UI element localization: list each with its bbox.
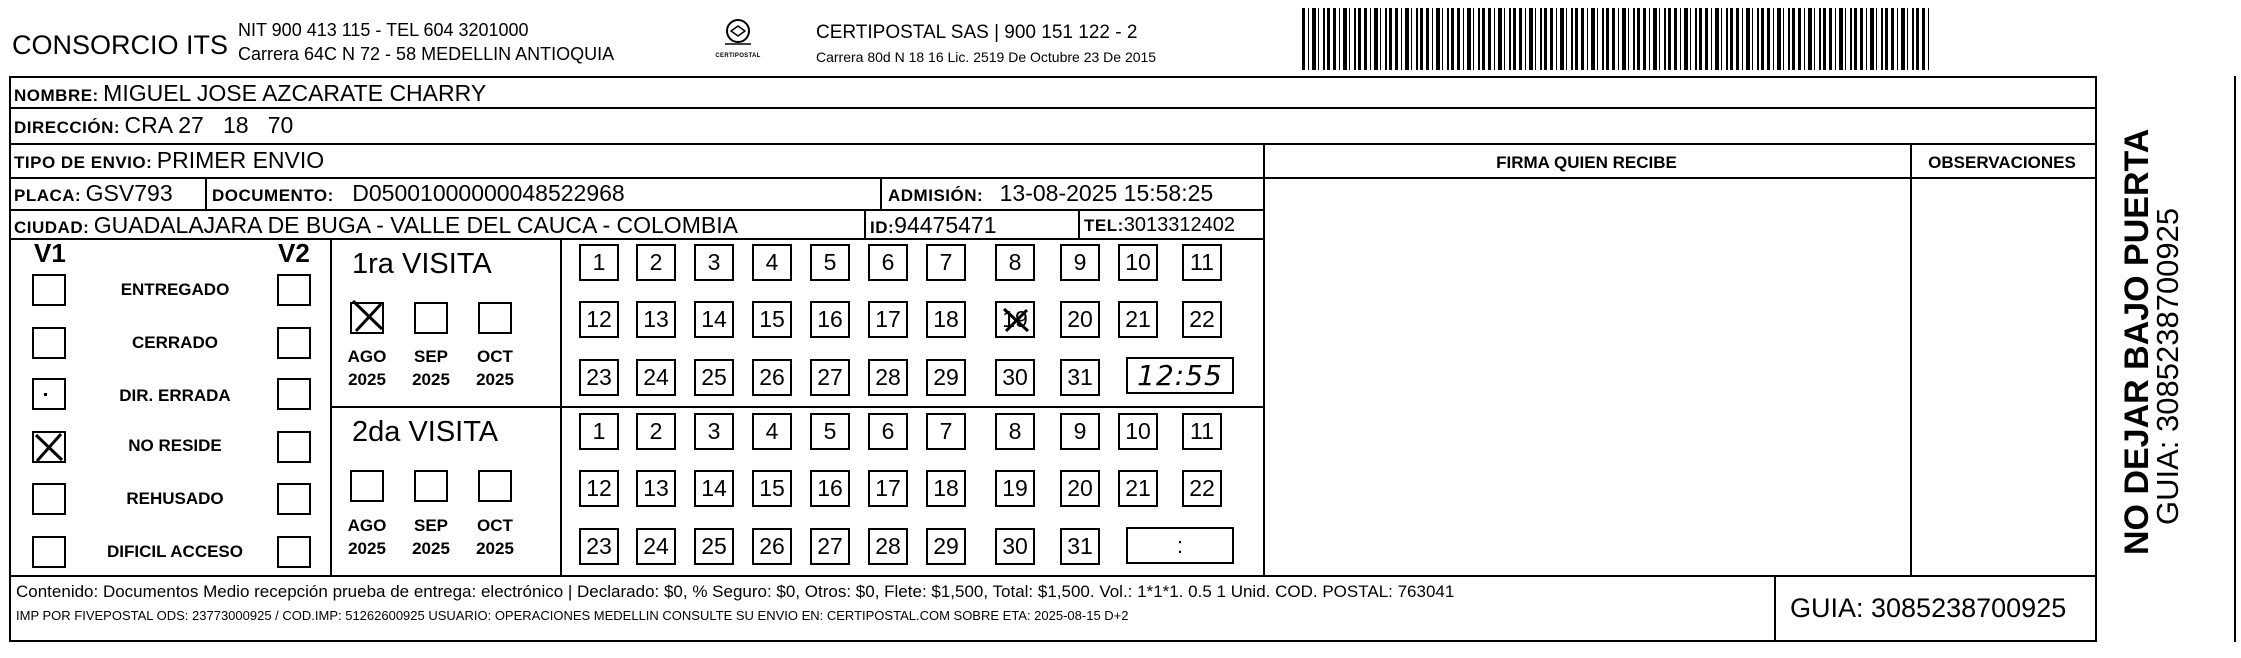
- direccion-row: [14, 112, 293, 139]
- tel-field: [1084, 214, 1235, 237]
- carrier-name: CERTIPOSTAL SAS | 900 151 122 - 2: [816, 22, 1138, 43]
- direccion-label: DIRECCIÓN:: [14, 118, 121, 137]
- visit1-day-21[interactable]: 21: [1118, 301, 1158, 338]
- visit1-day-8[interactable]: 8: [995, 244, 1035, 281]
- visit1-day-25[interactable]: 25: [694, 359, 734, 396]
- visit2-day-1[interactable]: 1: [579, 413, 619, 450]
- tipo-envio-value: PRIMER ENVIO: [156, 147, 325, 173]
- admision-value: 13-08-2025 15:58:25: [999, 180, 1214, 206]
- visit1-day-19[interactable]: 19: [995, 301, 1035, 338]
- visit2-day-8[interactable]: 8: [995, 413, 1035, 450]
- ciudad-label: CIUDAD:: [14, 218, 90, 237]
- v1-checkbox-entregado[interactable]: [32, 274, 66, 306]
- company-nit: NIT 900 413 115 - TEL 604 3201000: [238, 20, 529, 40]
- visit2-day-2[interactable]: 2: [636, 413, 676, 450]
- v2-checkbox-entregado[interactable]: [277, 274, 311, 306]
- visit1-day-1[interactable]: 1: [579, 244, 619, 281]
- company-address: Carrera 64C N 72 - 58 MEDELLIN ANTIOQUIA: [238, 44, 615, 64]
- visit1-day-13[interactable]: 13: [636, 301, 676, 338]
- visit1-day-12[interactable]: 12: [579, 301, 619, 338]
- id-value: 94475471: [894, 212, 997, 238]
- visit2-time-placeholder: :: [1176, 533, 1184, 558]
- visit2-day-6[interactable]: 6: [868, 413, 908, 450]
- visit2-day-25[interactable]: 25: [694, 528, 734, 565]
- visit1-day-26[interactable]: 26: [752, 359, 792, 396]
- check-x-icon: [1001, 306, 1031, 334]
- footer-contenido: Contenido: Documentos Medio recepción prueba de entrega: electrónico | Declarado: $0, % Seguro: $0, Otros: $0, Flete: $1,500, Total: $1,500. Vol.: 1*1*1. 0.5 1 Unid. COD. POSTAL: 763041: [16, 582, 1455, 601]
- check-x-icon: [32, 431, 66, 463]
- v1-checkbox-cerrado[interactable]: [32, 327, 66, 359]
- visit1-day-29[interactable]: 29: [926, 359, 966, 396]
- visit1-day-27[interactable]: 27: [810, 359, 850, 396]
- visit2-day-15[interactable]: 15: [752, 470, 792, 507]
- visit1-day-17[interactable]: 17: [868, 301, 908, 338]
- visit2-day-29[interactable]: 29: [926, 528, 966, 565]
- placa-label: PLACA:: [14, 186, 82, 205]
- documento-field: [212, 180, 625, 207]
- visit2-month-ago: AGO: [347, 516, 387, 535]
- id-label: ID:: [870, 218, 895, 237]
- visit2-time-box[interactable]: [1126, 527, 1234, 564]
- visit1-time-box[interactable]: [1126, 357, 1234, 394]
- visit2-month-sep: SEP: [413, 516, 449, 535]
- visit1-day-3[interactable]: 3: [694, 244, 734, 281]
- visit1-month-sep: SEP: [413, 347, 449, 366]
- visit1-month-sep-box[interactable]: [414, 302, 448, 334]
- status-dir-errada: DIR. ERRADA: [119, 386, 231, 405]
- nombre-row: [14, 80, 486, 107]
- carrier-address: Carrera 80d N 18 16 Lic. 2519 De Octubre 23 De 2015: [816, 49, 1157, 65]
- visit1-day-11[interactable]: 11: [1182, 244, 1222, 281]
- status-entregado: ENTREGADO: [120, 280, 230, 299]
- visit2-day-11[interactable]: 11: [1182, 413, 1222, 450]
- visit2-year-ago: 2025: [348, 539, 386, 558]
- visit1-day-6[interactable]: 6: [868, 244, 908, 281]
- v1-checkbox-dir-errada[interactable]: [32, 378, 66, 410]
- v1-checkbox-rehusado[interactable]: [32, 483, 66, 515]
- visit1-day-4[interactable]: 4: [752, 244, 792, 281]
- visit1-day-7[interactable]: 7: [926, 244, 966, 281]
- v1-label: V1: [34, 238, 66, 268]
- tipo-envio-label: TIPO DE ENVIO:: [14, 153, 153, 172]
- tipo-envio-row: [14, 147, 324, 174]
- v2-label: V2: [278, 238, 310, 268]
- status-dificil-acceso: DIFICIL ACCESO: [106, 542, 243, 561]
- visit1-day-23[interactable]: 23: [579, 359, 619, 396]
- visit1-month-oct: OCT: [477, 347, 513, 366]
- visit1-month-oct-box[interactable]: [478, 302, 512, 334]
- visit2-day-24[interactable]: 24: [636, 528, 676, 565]
- visit1-day-2[interactable]: 2: [636, 244, 676, 281]
- visit1-year-ago: 2025: [348, 370, 386, 389]
- visit2-day-22[interactable]: 22: [1182, 470, 1222, 507]
- ciudad-value: GUADALAJARA DE BUGA - VALLE DEL CAUCA - COLOMBIA: [93, 212, 738, 238]
- nombre-value: MIGUEL JOSE AZCARATE CHARRY: [103, 80, 487, 106]
- visit1-day-18[interactable]: 18: [926, 301, 966, 338]
- footer-imp: IMP POR FIVEPOSTAL ODS: 23773000925 / COD.IMP: 51262600925 USUARIO: OPERACIONES MEDELLIN CONSULTE SU ENVIO EN: CERTIPOSTAL.COM SOBRE ETA: 2025-08-15 D+2: [16, 608, 1129, 623]
- visit1-time-value: 12:55: [1137, 359, 1223, 392]
- placa-field: [14, 180, 173, 207]
- tel-value: 3013312402: [1123, 214, 1236, 236]
- visit2-title: 2da VISITA: [352, 416, 499, 448]
- visit2-day-9[interactable]: 9: [1060, 413, 1100, 450]
- status-rehusado: REHUSADO: [126, 489, 224, 508]
- logo-text: CERTIPOSTAL: [715, 53, 761, 59]
- visit2-day-18[interactable]: 18: [926, 470, 966, 507]
- visit1-day-10[interactable]: 10: [1118, 244, 1158, 281]
- visit2-month-oct: OCT: [477, 516, 513, 535]
- visit2-day-14[interactable]: 14: [694, 470, 734, 507]
- visit1-day-24[interactable]: 24: [636, 359, 676, 396]
- visit2-day-4[interactable]: 4: [752, 413, 792, 450]
- visit1-year-sep: 2025: [412, 370, 450, 389]
- ciudad-field: [14, 212, 738, 239]
- v2-checkbox-cerrado[interactable]: [277, 327, 311, 359]
- visit1-day-22[interactable]: 22: [1182, 301, 1222, 338]
- visit2-day-7[interactable]: 7: [926, 413, 966, 450]
- visit2-day-13[interactable]: 13: [636, 470, 676, 507]
- visit1-month-ago: AGO: [347, 347, 387, 366]
- v2-checkbox-dificil-acceso[interactable]: [277, 536, 311, 568]
- v2-checkbox-rehusado[interactable]: [277, 483, 311, 515]
- visit2-day-30[interactable]: 30: [995, 528, 1035, 565]
- visit1-day-16[interactable]: 16: [810, 301, 850, 338]
- visit2-day-12[interactable]: 12: [579, 470, 619, 507]
- visit1-month-ago-box[interactable]: [350, 302, 384, 334]
- nombre-label: NOMBRE:: [14, 86, 99, 105]
- visit2-day-26[interactable]: 26: [752, 528, 792, 565]
- admision-label: ADMISIÓN:: [888, 186, 984, 205]
- check-x-icon: [348, 298, 388, 334]
- placa-value: GSV793: [85, 180, 173, 206]
- visit2-year-sep: 2025: [412, 539, 450, 558]
- visit2-day-21[interactable]: 21: [1118, 470, 1158, 507]
- visit1-day-31[interactable]: 31: [1060, 359, 1100, 396]
- status-cerrado: CERRADO: [132, 333, 218, 352]
- visit2-day-5[interactable]: 5: [810, 413, 850, 450]
- firma-label: FIRMA QUIEN RECIBE: [1496, 153, 1677, 172]
- visit2-month-oct-box[interactable]: [478, 470, 512, 502]
- visit2-month-ago-box[interactable]: [350, 470, 384, 502]
- visit2-day-20[interactable]: 20: [1060, 470, 1100, 507]
- visit2-day-16[interactable]: 16: [810, 470, 850, 507]
- visit2-day-3[interactable]: 3: [694, 413, 734, 450]
- visit1-title: 1ra VISITA: [352, 248, 492, 280]
- side-guia: GUIA: 3085238700925: [2150, 207, 2185, 525]
- v2-checkbox-dir-errada[interactable]: [277, 378, 311, 410]
- documento-label: DOCUMENTO:: [212, 186, 334, 205]
- visit2-day-27[interactable]: 27: [810, 528, 850, 565]
- visit1-day-30[interactable]: 30: [995, 359, 1035, 396]
- v1-checkbox-dificil-acceso[interactable]: [32, 536, 66, 568]
- v2-checkbox-no-reside[interactable]: [277, 431, 311, 463]
- footer-guia: GUIA: 3085238700925: [1790, 593, 2067, 623]
- visit1-day-9[interactable]: 9: [1060, 244, 1100, 281]
- documento-value: D05001000000048522968: [352, 180, 625, 206]
- visit2-day-17[interactable]: 17: [868, 470, 908, 507]
- barcode: [1302, 8, 1930, 70]
- v1-checkbox-no-reside[interactable]: [32, 431, 66, 463]
- visit1-day-28[interactable]: 28: [868, 359, 908, 396]
- observaciones-label: OBSERVACIONES: [1928, 153, 2076, 172]
- visit2-month-sep-box[interactable]: [414, 470, 448, 502]
- visit1-day-14[interactable]: 14: [694, 301, 734, 338]
- certipostal-logo-icon: [706, 18, 770, 68]
- visit1-year-oct: 2025: [476, 370, 514, 389]
- side-warning: NO DEJAR BAJO PUERTA: [2118, 128, 2156, 555]
- visit1-day-20[interactable]: 20: [1060, 301, 1100, 338]
- visit2-day-10[interactable]: 10: [1118, 413, 1158, 450]
- visit2-day-31[interactable]: 31: [1060, 528, 1100, 565]
- visit2-day-19[interactable]: 19: [995, 470, 1035, 507]
- direccion-value: CRA 27 18 70: [124, 112, 294, 138]
- status-no-reside: NO RESIDE: [128, 436, 222, 455]
- id-field: [870, 212, 997, 239]
- visit2-day-23[interactable]: 23: [579, 528, 619, 565]
- company-name: CONSORCIO ITS: [12, 30, 229, 60]
- visit2-day-28[interactable]: 28: [868, 528, 908, 565]
- visit1-day-15[interactable]: 15: [752, 301, 792, 338]
- admision-field: [888, 180, 1213, 207]
- tel-label: TEL:: [1084, 216, 1124, 235]
- visit2-year-oct: 2025: [476, 539, 514, 558]
- visit1-day-5[interactable]: 5: [810, 244, 850, 281]
